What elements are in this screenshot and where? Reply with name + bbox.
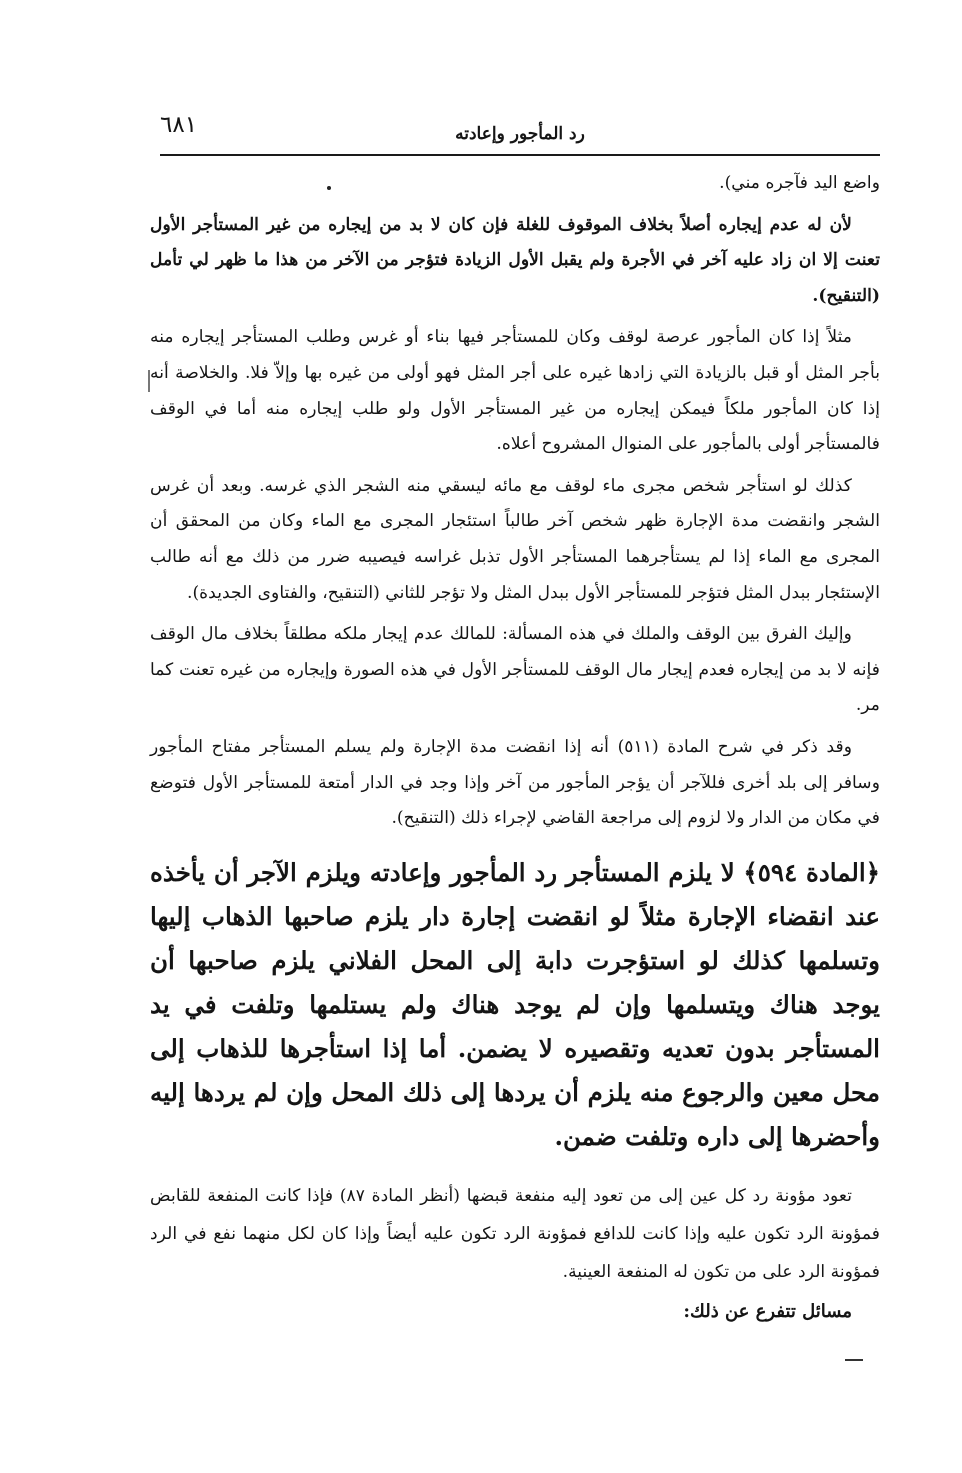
page-header [160, 112, 880, 156]
header-rule [160, 154, 880, 156]
footer-tick [845, 1359, 863, 1361]
paragraph-continuation: واضع اليد فآجره مني). [719, 173, 880, 193]
paragraph-5: وقد ذكر في شرح المادة (٥١١) أنه إذا انقضت مدة الإجارة ولم يسلم المستأجر مفتاح المأجور وسافر إلى بلد أخرى فللآجر أن يؤجر المأجور من آخر وإذا وجد في الدار أمتعة للمستأجر الأول فتوضع في مكان من الدار ولا لزوم إلى مراجعة القاضي لإجراء ذلك (التنقيح). [150, 736, 880, 829]
paragraph-4: وإليك الفرق بين الوقف والملك في هذه المسألة: للمالك عدم إيجار ملكه مطلقاً بخلاف مال الوقف فإنه لا بد من إيجاره فعدم إيجار مال الوقف للمستأجر الأول في هذه الصورة وإيجاره من غيره تعنت كما مر. [150, 624, 880, 716]
section-label: مسائل تتفرع عن ذلك: [683, 1300, 852, 1322]
paragraph-2: مثلاً إذا كان المأجور عرصة لوقف وكان للمستأجر فيها بناء أو غرس وطلب المستأجر إيجاره منه بأجر المثل أو قبل بالزيادة التي زادها غيره على أجر المثل فهو أولى من غيره بها وإلاّ فلا. والخلاصة أنه إذا كان المأجور ملكاً فيمكن إيجاره من غير المستأجر الأول ولو طلب إيجاره منه أما في الوقف فالمستأجر أولى بالمأجور على المنوال المشروح أعلاه. [150, 327, 880, 455]
page-body [150, 166, 880, 1340]
closing-paragraph: تعود مؤونة رد كل عين إلى من تعود إليه منفعة قبضها (أنظر المادة ٨٧) فإذا كانت المنفعة للقابض فمؤونة الرد تكون عليه وإذا كانت للدافع فمؤونة الرد تكون عليه أيضاً وإذا كان لكل منهما نفع في الرد فمؤونة الرد على من تكون له المنفعة العينية. [150, 1185, 880, 1282]
paragraph-3: كذلك لو استأجر شخص مجرى ماء لوقف مع مائه ليسقي منه الشجر الذي غرسه. وبعد أن غرس الشجر وانقضت مدة الإجارة ظهر شخص آخر طالباً استئجار المجرى مع الماء وكان من المحقق أن المجرى مع الماء إذا لم يستأجرهما المستأجر الأول تذبل غراسه فيصيبه ضرر من ذلك مع أنه طالب الإستئجار ببدل المثل فتؤجر للمستأجر الأول ببدل المثل ولا تؤجر للثاني (التنقيح، والفتاوى الجديدة). [150, 475, 880, 603]
page-number: ٦٨١ [160, 112, 198, 138]
paragraph-1: لأن له عدم إيجاره أصلاً بخلاف الموقوف للغلة فإن كان لا بد من إيجاره من غير المستأجر الأول تعنت إلا ان زاد عليه آخر في الأجرة ولم يقبل الأول الزيادة فتؤجر من الآخر من هذا ما ظهر لي تأمل (التنقيح). [150, 214, 880, 306]
scan-speck [327, 186, 331, 190]
running-title: رد المأجور وإعادته [455, 124, 585, 144]
margin-mark [148, 370, 150, 392]
article-594: ﴿المادة ٥٩٤﴾ لا يلزم المستأجر رد المأجور وإعادته ويلزم الآجر أن يأخذه عند انقضاء الإجارة مثلاً لو انقضت إجارة دار يلزم صاحبها الذهاب إليها وتسلمها كذلك لو استؤجرت دابة إلى المحل الفلاني يلزم صاحبها أن يوجد هناك ويتسلمها وإن لم يوجد هناك ولم يستلمها وتلفت في يد المستأجر بدون تعديه وتقصيره لا يضمن. أما إذا استأجرها للذهاب إلى محل معين والرجوع منه يلزم أن يردها إلى ذلك المحل وإن لم يردها إليه وأحضرها إلى داره وتلفت ضمن. [150, 857, 880, 1151]
